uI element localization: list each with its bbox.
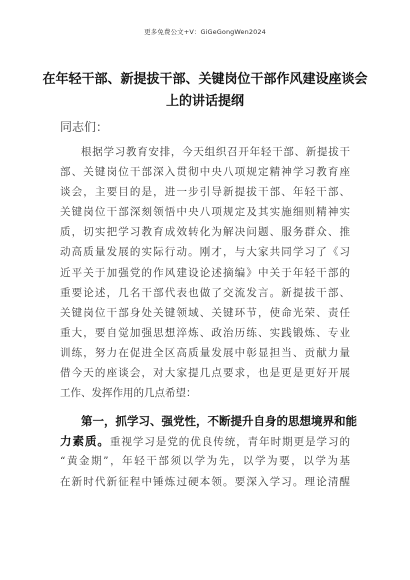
paragraph-line: 关键岗位干部深刻领悟中央八项规定及其实施细则精神实 <box>60 206 350 219</box>
section-body-start: 重视学习是党的优良传统，青年时期更是学习的 <box>109 436 351 449</box>
paragraph-line: 工作、发挥作用的几点希望： <box>60 387 197 400</box>
paragraph-line: 动高质量发展的实际行动。刚才，与大家共同学习了《习 <box>60 246 350 259</box>
paragraph-line: 近平关于加强党的作风建设论述摘编》中关于年轻干部的 <box>60 266 350 279</box>
document-title-line-1: 在年轻干部、新提拔干部、关键岗位干部作风建设座谈会 <box>42 72 368 87</box>
section-heading-tail: 力素质。 <box>60 434 110 449</box>
section-heading-line-2 <box>60 431 350 451</box>
paragraph-line: 谈会，主要目的是，进一步引导新提拔干部、年轻干部、 <box>60 186 350 199</box>
document-body <box>60 142 357 492</box>
paragraph-line: 借今天的座谈会，对大家提几点要求，也是更是更好开展 <box>60 367 350 380</box>
paragraph-line: 质，切实把学习教育成效转化为解决问题、服务群众、推 <box>60 226 350 239</box>
section-heading-line: 第一，抓学习、强党性，不断提升自身的思想境界和能 <box>81 414 357 429</box>
paragraph-line: 重要论述，几名干部代表也做了交流发言。新提拔干部、 <box>60 286 350 299</box>
paragraph-line: 根据学习教育安排，今天组织召开年轻干部、新提拔干 <box>81 146 350 158</box>
paragraph-line: 重大，要自觉加强思想淬炼、政治历练、实践锻炼、专业 <box>60 326 350 339</box>
header-watermark: 更多免费公文+V：GiGeGongWen2024 <box>144 28 266 36</box>
paragraph-line: 部、关键岗位干部深入贯彻中央八项规定精神学习教育座 <box>60 166 350 179</box>
document-title-line-2: 上的讲话提纲 <box>165 94 244 109</box>
paragraph-line: 在新时代新征程中锤炼过硬本领。要深入学习。理论清醒 <box>60 475 350 488</box>
paragraph-line: 训练，努力在促进全区高质量发展中彰显担当、贡献力量 <box>60 346 350 359</box>
paragraph-line: “黄金期”，年轻干部须以学为先，以学为要，以学为基 <box>60 455 350 468</box>
salutation: 同志们： <box>60 120 109 134</box>
paragraph-line: 关键岗位干部身处关键领域、关键环节，使命光荣、责任 <box>60 306 350 319</box>
